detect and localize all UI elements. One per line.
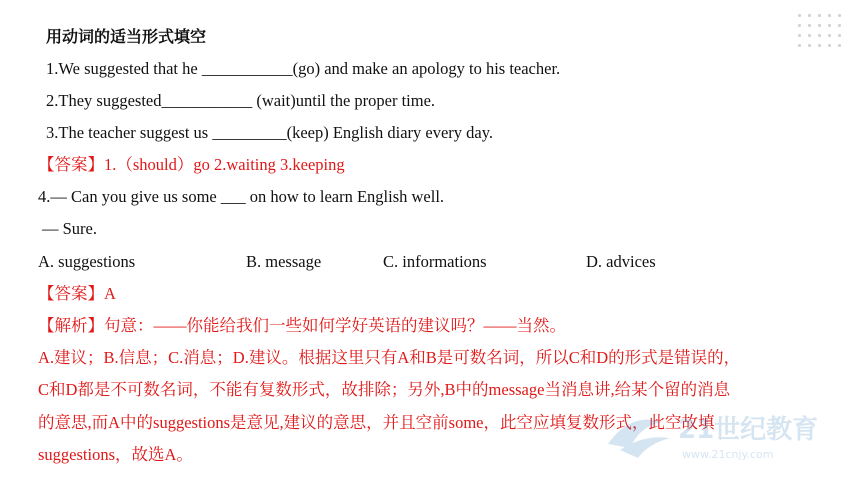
watermark-url: www.21cnjy.com (682, 448, 774, 461)
grid-dot (818, 14, 821, 17)
grid-dot (828, 14, 831, 17)
question-2: 2.They suggested___________ (wait)until the proper time. (46, 91, 436, 110)
watermark-text: 21世纪教育 (678, 415, 819, 445)
question-3: 3.The teacher suggest us _________(keep) English diary every day. (46, 123, 494, 142)
grid-dot (818, 44, 821, 47)
grid-dot (808, 34, 811, 37)
option-a: A. suggestions (38, 252, 136, 271)
grid-dot (808, 44, 811, 47)
grid-dot (838, 34, 841, 37)
watermark-logo (600, 404, 850, 464)
question-4: 4.— Can you give us some ___ on how to learn English well. (38, 187, 445, 206)
grid-dot (798, 24, 801, 27)
grid-dot (808, 14, 811, 17)
answer-2: 【答案】A (38, 284, 116, 303)
grid-dot (838, 24, 841, 27)
grid-dot (818, 24, 821, 27)
grid-dot (828, 24, 831, 27)
analysis-line-1: 【解析】句意：——你能给我们一些如何学好英语的建议吗？——当然。 (38, 316, 566, 335)
option-d: D. advices (586, 252, 656, 271)
grid-dot (808, 24, 811, 27)
question-4-reply: — Sure. (42, 219, 97, 238)
option-b: B. message (246, 252, 322, 271)
grid-dot (838, 44, 841, 47)
option-c: C. informations (383, 252, 487, 271)
grid-dot (798, 44, 801, 47)
question-1: 1.We suggested that he ___________(go) and make an apology to his teacher. (46, 59, 561, 78)
analysis-line-4: 的意思,而A中的suggestions是意见,建议的意思，并且空前some，此空应填复数形式，此空故填 (38, 413, 715, 432)
analysis-line-3: C和D都是不可数名词，不能有复数形式，故排除；另外,B中的message当消息讲,给某个留的消息 (38, 380, 731, 399)
grid-dot (818, 34, 821, 37)
decorative-dot-grid (798, 14, 846, 54)
section-title: 用动词的适当形式填空 (46, 27, 207, 46)
grid-dot (798, 34, 801, 37)
grid-dot (798, 14, 801, 17)
grid-dot (828, 44, 831, 47)
analysis-line-5: suggestions，故选A。 (38, 445, 193, 464)
grid-dot (828, 34, 831, 37)
analysis-line-2: A.建议；B.信息；C.消息；D.建议。根据这里只有A和B是可数名词，所以C和D的形式是错误的， (38, 348, 741, 367)
grid-dot (838, 14, 841, 17)
answer-1: 【答案】1.（should）go 2.waiting 3.keeping (38, 155, 345, 174)
